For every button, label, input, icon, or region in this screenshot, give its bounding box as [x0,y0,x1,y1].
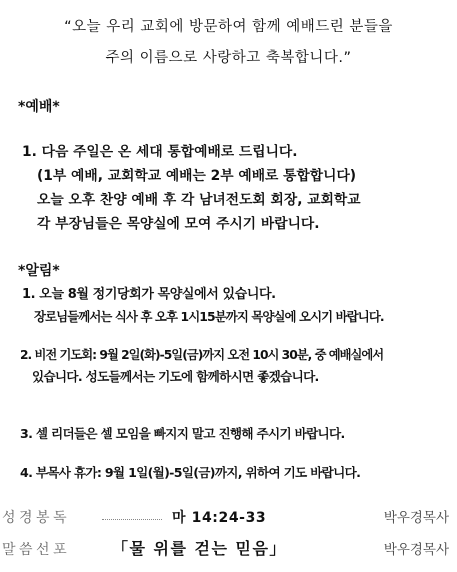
sermon-row [0,540,457,564]
worship-heading: *예배* [18,99,60,115]
notice-item-1-line-1: 1. 오늘 8월 정기당회가 목양실에서 있습니다. [22,287,276,302]
sermon-title: 「물 위를 걷는 믿음」 [112,539,287,558]
notice-item-2-line-2: 있습니다. 성도들께서는 기도에 함께하시면 좋겠습니다. [32,369,319,384]
welcome-line-2: 주의 이름으로 사랑하고 축복합니다.” [105,50,352,66]
scripture-reader-name: 박우경목사 [383,510,449,526]
notice-item-1-line-2: 장로님들께서는 식사 후 오후 1시15분까지 목양실에 오시기 바랍니다. [34,309,384,324]
dotted-leader [102,519,162,520]
worship-item-1 [22,140,452,236]
worship-item-1-line-4: 각 부장님들은 목양실에 모여 주시기 바랍니다. [37,216,320,232]
worship-item-1-line-3: 오늘 오후 찬양 예배 후 각 남녀전도회 회장, 교회학교 [37,192,361,208]
notice-item-3: 3. 셀 리더들은 셀 모임을 빠지지 말고 진행해 주시기 바랍니다. [20,426,345,441]
notice-item-4: 4. 부목사 휴가: 9월 1일(월)-5일(금)까지, 위하여 기도 바랍니다. [20,465,361,480]
worship-item-1-line-1: 1. 다음 주일은 온 세대 통합예배로 드립니다. [22,144,298,160]
notice-item-2-line-1: 2. 비전 기도회: 9월 2일(화)-5일(금)까지 오전 10시 30분, 중 예배실에서 [20,348,384,362]
preacher-name: 박우경목사 [383,542,449,558]
welcome-line-1: “오늘 우리 교회에 방문하여 함께 예배드린 분들을 [64,19,393,35]
sermon-label: 말씀선포 [2,542,71,558]
notice-item-2 [20,344,454,388]
welcome-message [0,12,457,74]
worship-item-1-line-2: (1부 예배, 교회학교 예배는 2부 예배로 통합합니다) [37,168,357,184]
scripture-reading-value: 마 14:24-33 [172,510,267,526]
scripture-reading-label: 성경봉독 [2,510,71,526]
notice-item-1 [22,284,454,328]
scripture-reading-row [0,508,457,530]
notices-heading: *알림* [18,263,60,279]
